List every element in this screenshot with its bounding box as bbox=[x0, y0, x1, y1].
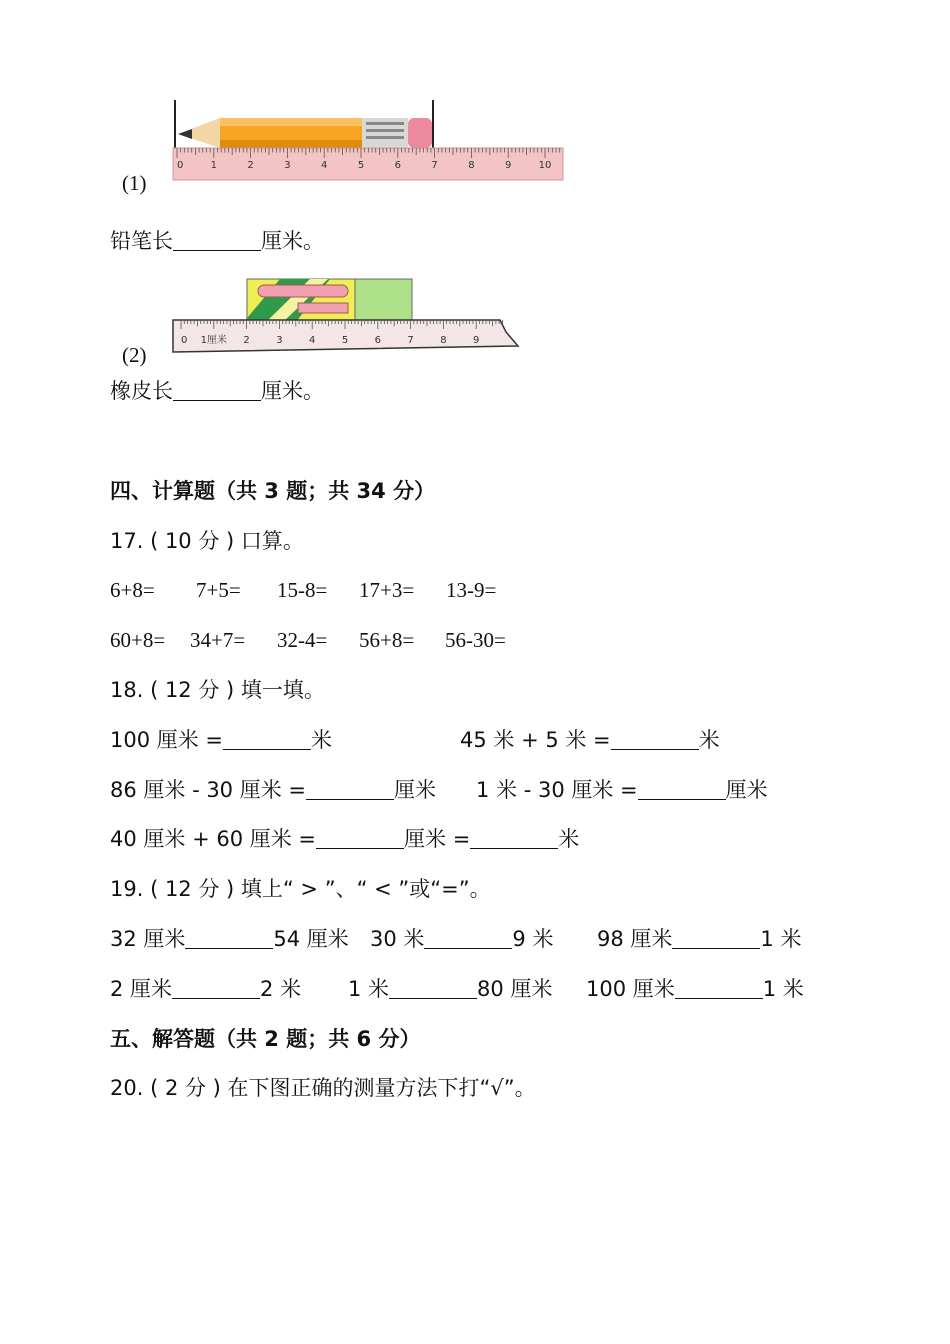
pencil-ruler-figure bbox=[170, 96, 566, 186]
q20-title: 20. ( 2 分 ) 在下图正确的测量方法下打“√”。 bbox=[110, 1076, 536, 1100]
q18-c1-blank1[interactable] bbox=[316, 828, 404, 849]
ruler-number: 2 bbox=[247, 160, 254, 171]
q19-r2c2-right: 80 厘米 bbox=[477, 977, 553, 1001]
q18-b1-unit: 厘米 bbox=[394, 778, 436, 802]
ruler-number: 5 bbox=[357, 160, 365, 171]
q18-c1-text: 40 厘米 + 60 厘米 = bbox=[110, 827, 317, 851]
ruler-number: 6 bbox=[374, 335, 381, 346]
q18-b1 bbox=[110, 777, 436, 803]
q18-a1-text: 100 厘米 = bbox=[110, 728, 224, 752]
q18-a1-unit: 米 bbox=[311, 728, 333, 752]
q18-c1-unit2: 米 bbox=[558, 827, 580, 851]
ruler-number: 7 bbox=[431, 160, 438, 171]
ruler-number: 9 bbox=[473, 335, 480, 346]
q19-r1c2 bbox=[370, 926, 553, 952]
q19-r1c1-blank[interactable] bbox=[185, 928, 273, 949]
eraser-icon bbox=[247, 279, 412, 323]
ruler-number: 2 bbox=[243, 335, 250, 346]
q19-r2c2-blank[interactable] bbox=[389, 978, 477, 999]
q19-r2c1 bbox=[110, 976, 301, 1002]
q19-title: 19. ( 12 分 ) 填上“ > ”、“ < ”或“=”。 bbox=[110, 877, 491, 901]
q19-r1c1-right: 54 厘米 bbox=[273, 927, 349, 951]
item1-label: (1) bbox=[122, 171, 147, 195]
q17-r2-c1: 60+8= bbox=[110, 628, 166, 652]
section5-title: 五、解答题（共 2 题；共 6 分） bbox=[110, 1027, 421, 1051]
ruler-number: 6 bbox=[394, 160, 401, 171]
q19-r1c1 bbox=[110, 926, 349, 952]
ruler-number: 8 bbox=[468, 160, 475, 171]
q19-r2c1-right: 2 米 bbox=[260, 977, 302, 1001]
q18-a2-unit: 米 bbox=[698, 728, 720, 752]
q17-r1-c1: 6+8= bbox=[110, 578, 155, 602]
ruler-number: 8 bbox=[440, 335, 447, 346]
q19-r1c3-right: 1 米 bbox=[760, 927, 802, 951]
pencil-icon bbox=[178, 118, 432, 148]
q19-r2c2-left: 1 米 bbox=[348, 977, 390, 1001]
q19-r1c3-left: 98 厘米 bbox=[597, 927, 673, 951]
item2-sentence bbox=[110, 378, 324, 404]
q18-b1-blank[interactable] bbox=[306, 779, 394, 800]
item2-text-after: 厘米。 bbox=[261, 379, 324, 403]
ruler-number: 4 bbox=[309, 335, 316, 346]
q18-c1 bbox=[110, 826, 579, 852]
q18-b2-blank[interactable] bbox=[638, 779, 726, 800]
q17-title: 17. ( 10 分 ) 口算。 bbox=[110, 529, 304, 553]
q19-r1c2-blank[interactable] bbox=[424, 928, 512, 949]
q19-r2c3-blank[interactable] bbox=[675, 978, 763, 999]
ruler-number: 4 bbox=[321, 160, 328, 171]
q17-r1-c3: 15-8= bbox=[277, 578, 328, 602]
eraser-ruler-figure bbox=[170, 276, 526, 356]
ruler-number: 9 bbox=[505, 160, 512, 171]
ruler-number: 5 bbox=[341, 335, 349, 346]
q18-c1-unit: 厘米 = bbox=[404, 827, 471, 851]
item2-text-before: 橡皮长 bbox=[110, 379, 173, 403]
q19-r1c2-right: 9 米 bbox=[512, 927, 554, 951]
q17-r1-c5: 13-9= bbox=[446, 578, 497, 602]
q18-a2-text: 45 米 + 5 米 = bbox=[460, 728, 611, 752]
ruler-number: 1 bbox=[210, 160, 217, 171]
q17-r2-c4: 56+8= bbox=[359, 628, 415, 652]
q19-r1c2-left: 30 米 bbox=[370, 927, 425, 951]
q19-r1c3 bbox=[597, 926, 801, 952]
q19-r2c3-left: 100 厘米 bbox=[586, 977, 675, 1001]
q19-r2c3 bbox=[586, 976, 804, 1002]
section4-title: 四、计算题（共 3 题；共 34 分） bbox=[110, 479, 436, 503]
q18-b2 bbox=[476, 777, 768, 803]
q19-r2c3-right: 1 米 bbox=[762, 977, 804, 1001]
q17-r2-c2: 34+7= bbox=[190, 628, 246, 652]
item2-label: (2) bbox=[122, 343, 147, 367]
ruler-number: 3 bbox=[284, 160, 291, 171]
ruler-number: 10 bbox=[538, 160, 552, 171]
q17-r1-c2: 7+5= bbox=[196, 578, 241, 602]
q18-b1-text: 86 厘米 - 30 厘米 = bbox=[110, 778, 306, 802]
q19-r2c1-blank[interactable] bbox=[172, 978, 260, 999]
q18-title: 18. ( 12 分 ) 填一填。 bbox=[110, 678, 325, 702]
q18-b2-text: 1 米 - 30 厘米 = bbox=[476, 778, 638, 802]
q17-r2-c5: 56-30= bbox=[445, 628, 506, 652]
q18-a2-blank[interactable] bbox=[611, 729, 699, 750]
q19-r1c1-left: 32 厘米 bbox=[110, 927, 186, 951]
q19-r1c3-blank[interactable] bbox=[672, 928, 760, 949]
q18-a1-blank[interactable] bbox=[223, 729, 311, 750]
ruler-number: 0 bbox=[177, 160, 184, 171]
q19-r2c2 bbox=[348, 976, 552, 1002]
q18-a1 bbox=[110, 727, 332, 753]
item1-text-after: 厘米。 bbox=[261, 229, 324, 253]
q18-b2-unit: 厘米 bbox=[725, 778, 768, 802]
q18-c1-blank2[interactable] bbox=[470, 828, 558, 849]
eraser-length-blank[interactable] bbox=[173, 380, 261, 401]
item1-text-before: 铅笔长 bbox=[110, 229, 173, 253]
ruler-number: 0 bbox=[181, 335, 188, 346]
q17-r2-c3: 32-4= bbox=[277, 628, 328, 652]
ruler-number: 3 bbox=[276, 335, 283, 346]
q18-a2 bbox=[460, 727, 720, 753]
pencil-length-blank[interactable] bbox=[173, 230, 261, 251]
ruler-number: 7 bbox=[407, 335, 414, 346]
ruler-number: 1厘米 bbox=[200, 335, 227, 346]
q19-r2c1-left: 2 厘米 bbox=[110, 977, 173, 1001]
item1-sentence bbox=[110, 228, 324, 254]
q17-r1-c4: 17+3= bbox=[359, 578, 415, 602]
